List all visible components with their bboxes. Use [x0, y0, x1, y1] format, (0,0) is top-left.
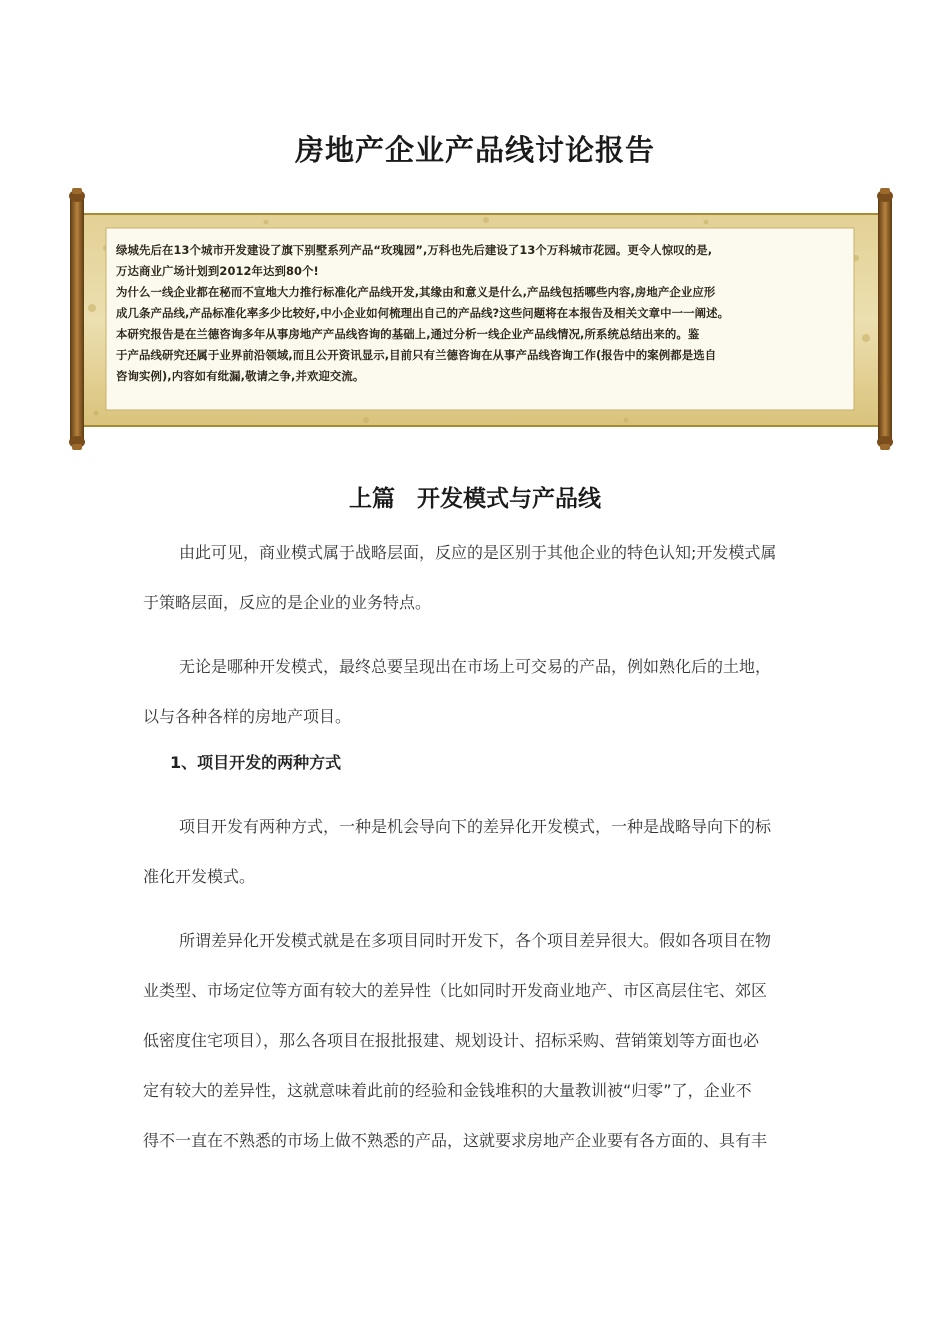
scroll-banner: [66, 188, 896, 450]
paragraph: [143, 802, 808, 902]
paragraph-line: 项目开发有两种方式，一种是机会导向下的差异化开发模式，一种是战略导向下的标: [179, 817, 772, 836]
paragraph-line: 定有较大的差异性，这就意味着此前的经验和金钱堆积的大量教训被“归零”了，企业不: [143, 1081, 752, 1100]
paragraph-line: 以与各种各样的房地产项目。: [143, 707, 352, 726]
document-title: 房地产企业产品线讨论报告: [294, 133, 655, 167]
scroll-line: 成几条产品线,产品标准化率多少比较好,中小企业如何梳理出自己的产品线?这些问题将在本报告及相关文章中一一阐述。: [116, 306, 730, 320]
paragraph-line: 得不一直在不熟悉的市场上做不熟悉的产品，这就要求房地产企业要有各方面的、具有丰: [143, 1131, 768, 1150]
paragraph-line: 于策略层面，反应的是企业的业务特点。: [143, 593, 432, 612]
paragraph-line: 低密度住宅项目），那么各项目在报批报建、规划设计、招标采购、营销策划等方面也必: [143, 1031, 760, 1050]
scroll-line: 本研究报告是在兰德咨询多年从事房地产产品线咨询的基础上,通过分析一线企业产品线情况,所系统总结出来的。鉴: [116, 327, 700, 341]
section-title: [0, 480, 950, 513]
subheading: 1、项目开发的两种方式: [170, 753, 342, 772]
scroll-left-rod: [69, 188, 85, 450]
paragraph-line: 所谓差异化开发模式就是在多项目同时开发下，各个项目差异很大。假如各项目在物: [179, 931, 772, 950]
paragraph-line: 准化开发模式。: [143, 867, 256, 886]
paragraph: [143, 642, 808, 742]
section-name: 开发模式与产品线: [417, 486, 601, 512]
paragraph-line: 无论是哪种开发模式，最终总要呈现出在市场上可交易的产品，例如熟化后的土地，: [179, 657, 772, 676]
paragraph: [143, 528, 808, 628]
section-part: 上篇: [349, 486, 395, 512]
scroll-right-rod: [877, 188, 893, 450]
scroll-text: [116, 240, 846, 387]
scroll-line: 于产品线研究还属于业界前沿领域,而且公开资讯显示,目前只有兰德咨询在从事产品线咨询工作(报告中的案例都是选自: [116, 348, 717, 362]
scroll-line: 为什么一线企业都在秘而不宣地大力推行标准化产品线开发,其缘由和意义是什么,产品线包括哪些内容,房地产企业应形: [116, 285, 716, 299]
scroll-line: 绿城先后在13个城市开发建设了旗下别墅系列产品“玫瑰园”,万科也先后建设了13个万科城市花园。更令人惊叹的是,: [116, 243, 713, 257]
scroll-line: 万达商业广场计划到2012年达到80个!: [116, 264, 319, 278]
paragraph-line: 由此可见，商业模式属于战略层面，反应的是区别于其他企业的特色认知;开发模式属: [179, 543, 777, 562]
paragraph-line: 业类型、市场定位等方面有较大的差异性（比如同时开发商业地产、市区高层住宅、郊区: [143, 981, 768, 1000]
scroll-line: 咨询实例),内容如有纰漏,敬请之争,并欢迎交流。: [116, 369, 365, 383]
paragraph: [143, 916, 808, 1166]
